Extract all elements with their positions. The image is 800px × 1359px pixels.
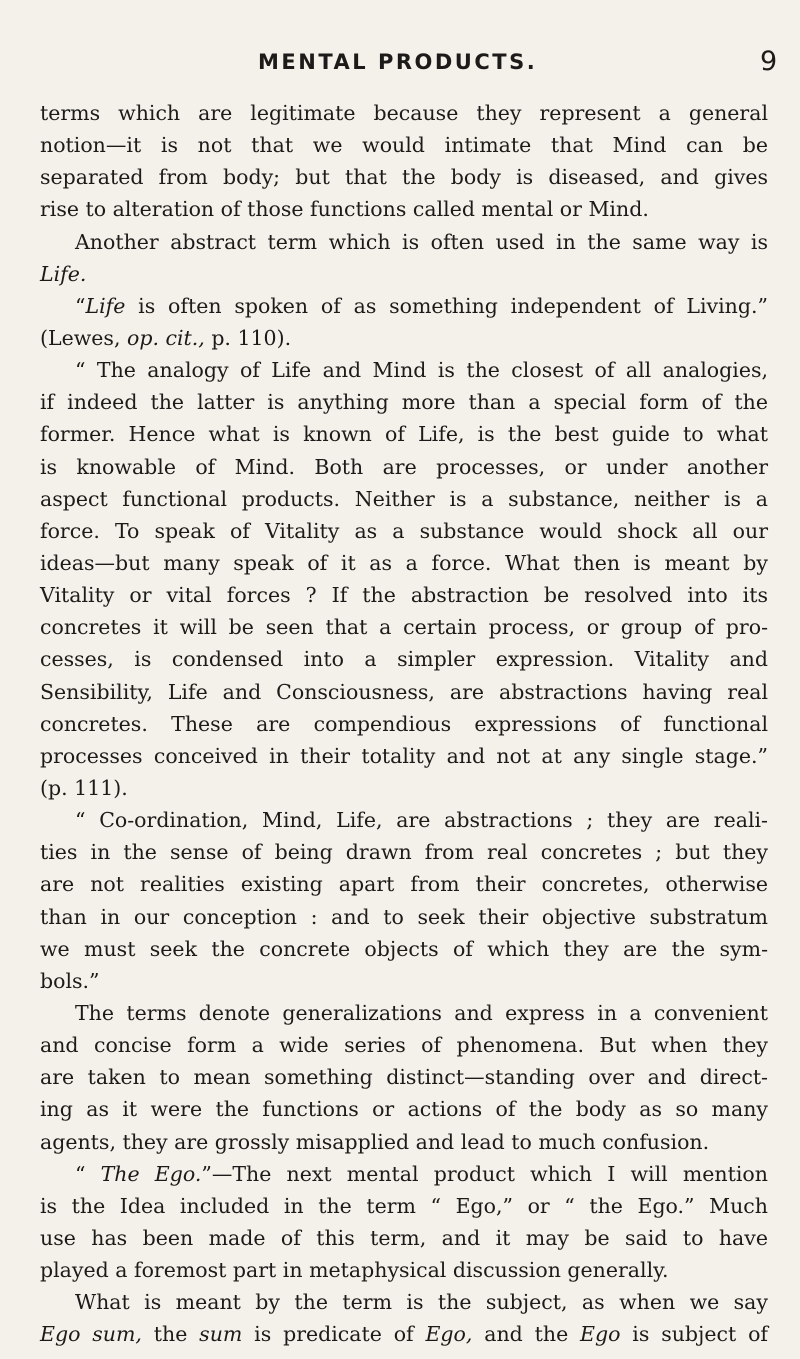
text-line: What is meant by the term is the subject, as when we say <box>75 1290 768 1315</box>
text-line: use has been made of this term, and it may be said to have <box>40 1225 768 1250</box>
text-line: cesses, is condensed into a simpler expression. Vitality and <box>40 647 768 672</box>
text-line: ing as it were the functions or actions of the body as so many <box>40 1097 768 1122</box>
text-line: (Lewes, op. cit., p. 110). <box>40 325 292 350</box>
text-line: if indeed the latter is anything more than a special form of the <box>40 390 768 415</box>
running-title: MENTAL PRODUCTS. <box>258 50 538 74</box>
text-line: Another abstract term which is often used in the same way is <box>75 229 768 254</box>
text-line: former. Hence what is known of Life, is the best guide to what <box>40 422 768 447</box>
text-line: and concise form a wide series of phenomena. But when they <box>40 1033 768 1058</box>
text-line: is knowable of Mind. Both are processes, or under another <box>40 454 768 479</box>
text-line: Ego sum, the sum is predicate of Ego, and the Ego is subject of <box>40 1322 769 1347</box>
text-line: The terms denote generalizations and express in a convenient <box>75 1000 768 1025</box>
text-line: we must seek the concrete objects of which they are the sym- <box>40 936 768 961</box>
text-line: than in our conception : and to seek their objective substratum <box>40 904 768 929</box>
text-line: rise to alteration of those functions called mental or Mind. <box>40 197 649 222</box>
text-line: Vitality or vital forces ? If the abstraction be resolved into its <box>40 583 768 608</box>
text-line: notion—it is not that we would intimate that Mind can be <box>40 133 768 158</box>
text-line: concretes it will be seen that a certain process, or group of pro- <box>40 615 768 640</box>
text-line: separated from body; but that the body is diseased, and gives <box>40 165 768 190</box>
text-line: Sensibility, Life and Consciousness, are abstractions having real <box>40 679 768 704</box>
text-line: ideas—but many speak of it as a force. What then is meant by <box>40 550 768 575</box>
text-line: is the Idea included in the term “ Ego,” or “ the Ego.” Much <box>40 1193 768 1218</box>
text-line: agents, they are grossly misapplied and lead to much confusion. <box>40 1129 710 1154</box>
text-line: concretes. These are compendious expressions of functional <box>40 711 768 736</box>
text-line: “ The analogy of Life and Mind is the closest of all analogies, <box>75 358 768 383</box>
body-text <box>40 97 768 1350</box>
text-line: force. To speak of Vitality as a substance would shock all our <box>40 518 768 543</box>
text-line: are taken to mean something distinct—standing over and direct- <box>40 1065 768 1090</box>
text-line: played a foremost part in metaphysical discussion generally. <box>40 1258 669 1283</box>
text-line: “ The Ego.”—The next mental product which I will mention <box>75 1161 768 1186</box>
text-line: Life. <box>40 261 87 286</box>
text-line: “ Co-ordination, Mind, Life, are abstractions ; they are reali- <box>75 808 768 833</box>
page-number: 9 <box>760 46 778 77</box>
text-line: “Life is often spoken of as something independent of Living.” <box>75 293 768 318</box>
text-line: aspect functional products. Neither is a substance, neither is a <box>40 486 768 511</box>
text-line: are not realities existing apart from their concretes, otherwise <box>40 872 768 897</box>
text-line: (p. 111). <box>40 775 128 800</box>
text-line: processes conceived in their totality and not at any single stage.” <box>40 743 768 768</box>
text-line: ties in the sense of being drawn from real concretes ; but they <box>40 840 768 865</box>
text-line: bols.” <box>40 968 100 993</box>
text-line: terms which are legitimate because they represent a general <box>40 101 768 125</box>
